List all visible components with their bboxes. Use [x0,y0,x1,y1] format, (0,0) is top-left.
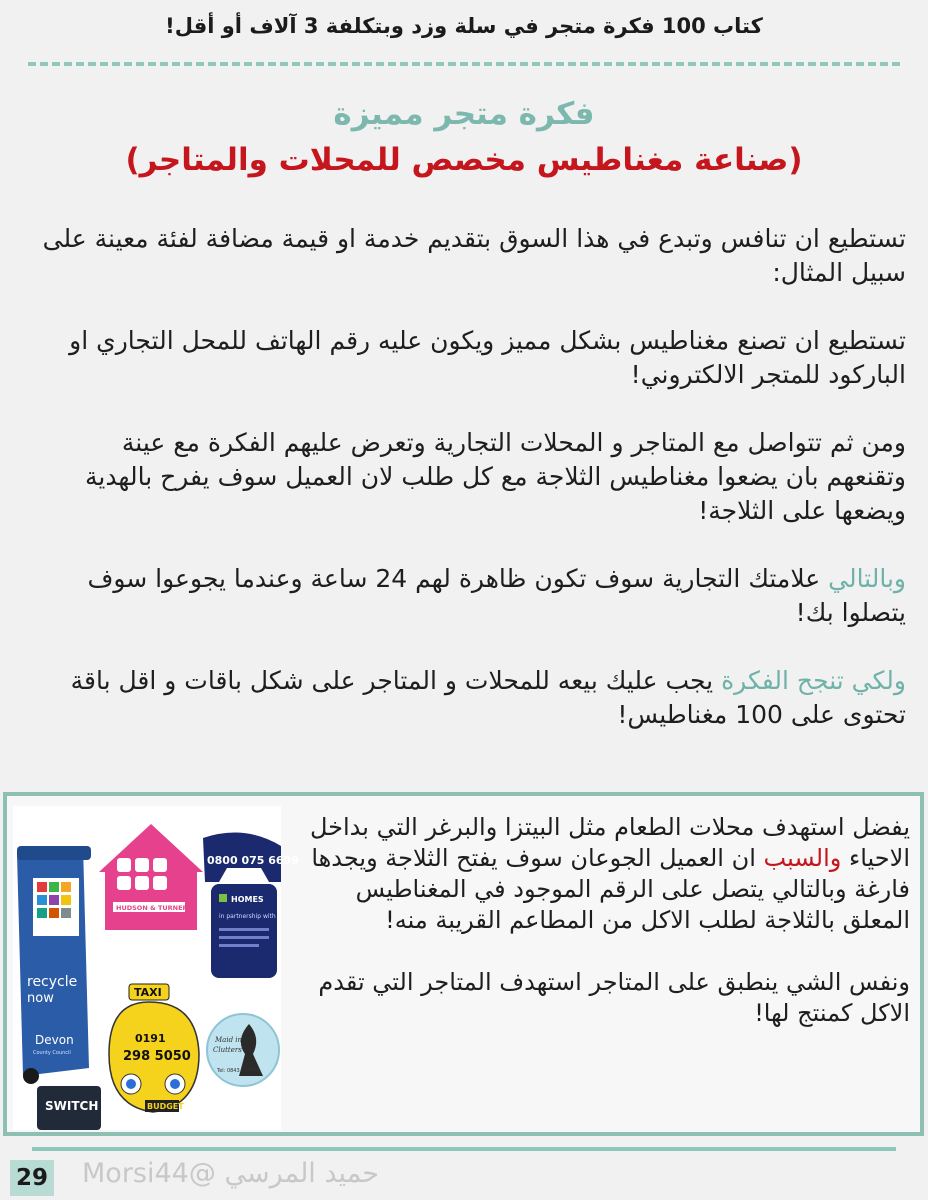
footer-divider [32,1147,896,1151]
idea-title: فكرة متجر مميزة [333,96,595,132]
taxi-magnet [109,984,199,1112]
house-magnet [99,824,203,930]
book-title: كتاب 100 فكرة متجر في سلة وزد وبتكلفة 3 آلاف أو أقل! [165,14,763,38]
bin-brand: Devon [35,1033,74,1047]
paragraph-4 [40,562,906,630]
paragraph-5 [40,664,906,732]
bin-text-2: now [27,991,54,1006]
bin-text-1: recycle [27,974,78,990]
switch-magnet [37,1086,101,1130]
maid-text-2: Clutters [213,1046,242,1054]
page-number: 29 [10,1160,54,1196]
paragraph-2: تستطيع ان تصنع مغناطيس بشكل مميز ويكون عليه رقم الهاتف للمحل التجاري او الباركود للمتجر الالكتروني! [69,326,906,389]
magnets-collage [13,806,299,1130]
phone-number: 0800 075 6699 [207,854,299,867]
paragraph-3: ومن ثم تتواصل مع المتاجر و المحلات التجارية وتعرض عليهم الفكرة مع عينة وتقنعهم بان يضعوا مغناطيس الثلاجة مع كل طلب لان العميل سوف يفرح بالهدية ويضعها على الثلاجة! [84,428,906,525]
maid-magnet [207,1014,279,1086]
taxi-tag: BUDGET [147,1102,184,1111]
maid-phone: Tel: 0843 737741 [217,1068,261,1074]
tip-text [302,812,910,1060]
phone-magnet [203,833,299,978]
paragraph-5-text: يجب عليك بيعه للمحلات و المتاجر على شكل باقات و اقل باقة تحتوى على 100 مغناطيس! [70,666,906,729]
paragraph-4-text: علامتك التجارية سوف تكون ظاهرة لهم 24 ساعة وعندما يجوعوا سوف يتصلوا بك! [87,564,906,627]
switch-text: SWITCH [45,1099,99,1113]
tip-paragraph-1-rest: ان العميل الجوعان سوف يفتح الثلاجة ويجدها فارغة وبالتالي يتصل على الرقم الموجود في المغناطيس المعلق بالثلاجة لطلب الاكل من المطاعم القريبة منه! [311,844,910,934]
tip-paragraph-1-start: يفضل استهدف محلات الطعام مثل البيتزا والبرغر التي بداخل الاحياء [310,813,910,872]
taxi-sign: TAXI [134,986,162,999]
paragraph-1: تستطيع ان تنافس وتبدع في هذا السوق بتقديم خدمة او قيمة مضافة لفئة معينة على سبيل المثال: [42,224,906,287]
phone-sub: in partnership with [219,913,276,920]
maid-text-1: Maid in [215,1036,243,1044]
taxi-phone-1: 0191 [135,1032,166,1045]
bin-sub: County Council [33,1050,71,1056]
taxi-phone-2: 298 5050 [123,1049,191,1064]
tip-panel [3,792,924,1136]
paragraph-5-highlight: ولكي تنجح الفكرة [721,666,906,695]
tip-paragraph-1 [302,812,910,936]
idea-description [40,222,906,766]
author-credit [82,1158,379,1189]
idea-subtitle: (صناعة مغناطيس مخصص للمحلات والمتاجر) [125,142,803,178]
author-name: حميد المرسي [224,1158,380,1189]
tip-paragraph-2: ونفس الشي ينطبق على المتاجر استهدف المتاجر التي تقدم الاكل كمنتج لها! [318,968,910,1027]
paragraph-4-highlight: وبالتالي [828,564,906,593]
dashed-divider [28,62,900,66]
magnets-illustration [13,806,299,1130]
author-handle[interactable]: @Morsi44 [82,1158,216,1189]
house-brand: HUDSON & TURNER [116,904,188,912]
tip-paragraph-1-highlight: والسبب [763,844,842,872]
recycle-bin-magnet [17,846,91,1084]
phone-brand: HOMES [231,895,264,904]
